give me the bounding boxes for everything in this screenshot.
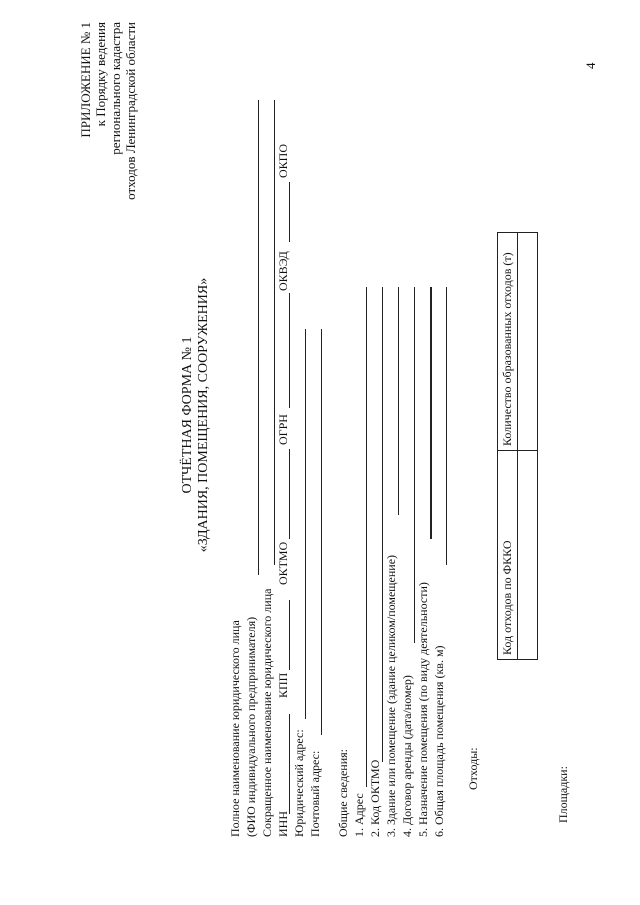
legal-address-label: Юридический адрес: [292,729,306,837]
appendix-number: ПРИЛОЖЕНИЕ № 1 [78,22,93,138]
oktmo-field-line[interactable] [289,449,290,539]
form-title: ОТЧЁТНАЯ ФОРМА № 1 [180,336,195,494]
form-subtitle: «ЗДАНИЯ, ПОМЕЩЕНИЯ, СООРУЖЕНИЯ» [196,277,211,553]
postal-address-label: Почтовый адрес: [308,750,322,837]
building-field-line[interactable] [398,287,399,515]
form-title-block [180,225,212,605]
legal-address-field-line[interactable] [305,329,306,719]
general-item-building: 3. Здание или помещение (здание целиком/помещение) [384,554,398,837]
okved-label: ОКВЭД [276,251,290,291]
okpo-label: ОКПО [276,143,290,178]
okved-field-line[interactable] [289,182,290,242]
general-item-oktmo: 2. Код ОКТМО [368,759,382,837]
purpose-field-line[interactable] [430,287,432,539]
sites-label: Площадки: [556,766,570,823]
short-name-label: Сокращенное наименование юридического лица [260,588,274,837]
postal-address-field-line[interactable] [321,329,322,735]
waste-code-header: Код отходов по ФККО [498,451,518,660]
waste-label: Отходы: [466,747,480,790]
appendix-header [78,22,138,242]
appendix-line: регионального кадастра [108,22,123,155]
waste-code-cell[interactable] [518,451,538,660]
waste-amount-cell[interactable] [518,233,538,451]
short-name-field-line[interactable] [274,100,275,565]
general-item-purpose: 5. Назначение помещения (по виду деятельности) [416,582,430,837]
lease-field-line[interactable] [414,287,415,643]
ogrn-label: ОГРН [276,414,290,445]
general-item-address: 1. Адрес [352,793,366,837]
kpp-field-line[interactable] [289,600,290,670]
area-field-line[interactable] [446,287,447,565]
full-name-field-line[interactable] [258,100,259,575]
page-number: 4 [583,62,598,69]
general-item-area: 6. Общая площадь помещения (кв. м) [432,645,446,837]
full-name-label: Полное наименование юридического лица [228,620,242,837]
kpp-label: КПП [276,672,290,698]
ogrn-field-line[interactable] [289,293,290,408]
address-field-line[interactable] [366,287,367,787]
general-heading: Общие сведения: [336,749,350,837]
oktmo-label: ОКТМО [276,541,290,585]
inn-field-line[interactable] [289,714,290,814]
waste-table-row [518,233,538,660]
waste-table-header [498,233,518,660]
waste-table [497,232,538,660]
inn-label: ИНН [276,811,290,837]
appendix-line: отходов Ленинградской области [123,22,138,200]
waste-amount-header: Количество образованных отходов (т) [498,233,518,451]
oktmo-code-field-line[interactable] [382,287,383,762]
general-item-lease: 4. Договор аренды (дата/номер) [400,675,414,837]
full-name-sublabel: (ФИО индивидуального предпринимателя) [244,616,258,837]
appendix-line: к Порядку ведения [93,22,108,127]
